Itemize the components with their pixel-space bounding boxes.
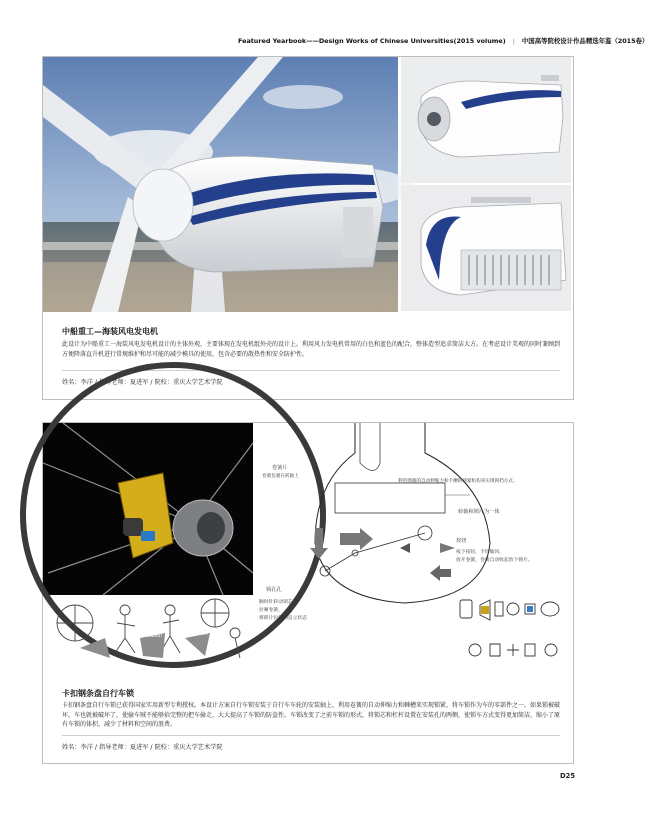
label-button-line-1: 按下按钮，卡针缩回， [456,550,504,555]
nacelle-rear-view [401,185,571,311]
project-title-bike-lock: 卡扣钢条盘自行车锁 [62,689,134,698]
label-lock-hole: 锁孔孔 [266,587,282,593]
label-lock-line-2: 拉紧卷簧， [259,608,283,613]
label-link-note: 转轴和锁片为一体 [458,509,500,515]
label-lock-line-3: 将锁片拉起到直立状态 [259,616,307,621]
divider [62,735,560,736]
label-button-title: 按钮 [456,538,467,544]
header-separator: | [512,37,515,45]
header-english: Featured Yearbook——Design Works of Chinese Universities(2015 volume) [238,37,506,45]
label-lock-line-1: 顺时针转动锁芯， [259,600,298,605]
bike-lock-render [43,423,253,595]
page-header [238,36,648,45]
wind-turbine-render [43,57,398,312]
project-description-bike-lock: 卡扣钢条盘自行车锁已获得国家实用新型专利授权。本设计方案自行车锁安装于自行车车轮的安装轴上，利用卷簧的自动伸缩力和棘槽来实现锁紧，将车锁作为车的零部件之一。如果锁被破坏，车也就被破坏了，使偷车贼不能够拾完整的把车偷走，大大提高了车锁的防盗性。车锁改变了之前车锁的形式，将锁芯和杠杆设置在安装孔的两侧，使锁车方式变得更加简洁，缩小了原有车锁的体积，减少了材料和空间的浪费。 [62,702,561,729]
project-title-wind-turbine: 中船重工—海装风电发电机 [62,327,158,336]
comic-label-taken: Taken! [146,634,163,639]
comic-label-sure: Sure! [195,632,209,637]
label-button-line-2: 放开卷簧，卷簧自动收起放下锁片。 [456,558,533,563]
exploded-parts-view [455,580,565,670]
label-spring-sub: 卷簧包裹在转轴上 [262,474,299,479]
label-spring-title: 卷簧片 [272,465,288,471]
project-credit-wind-turbine: 姓名：李洋 / 指导老师：夏进军 / 院校：重庆大学艺术学院 [62,379,223,386]
project-credit-bike-lock: 姓名：李洋 / 指导老师：夏进军 / 院校：重庆大学艺术学院 [62,744,223,751]
project-description-wind-turbine: 此设计为中船重工一海装风电发电机设计的主体外观，主要体现在发电机组外壳的设计上。利用风力发电机常用的白色和蓝色的配合，整体造型追求简洁大方。在考虑设计美观的同时兼顾到方便降落直升机进行常规维护和尽可能的减少模具的使用，包含必要的散热性和安全防护性。 [62,341,561,358]
page-number: D25 [560,772,576,780]
header-chinese: 中国高等院校设计作品精选年鉴（2015卷） [521,37,648,45]
comic-label-find: Find [96,628,108,633]
label-spring-note: 利用弹簧的自动伸缩力和卡槽的锁紧机构来实现锁档方式。 [398,479,518,484]
nacelle-front-view [401,57,571,183]
